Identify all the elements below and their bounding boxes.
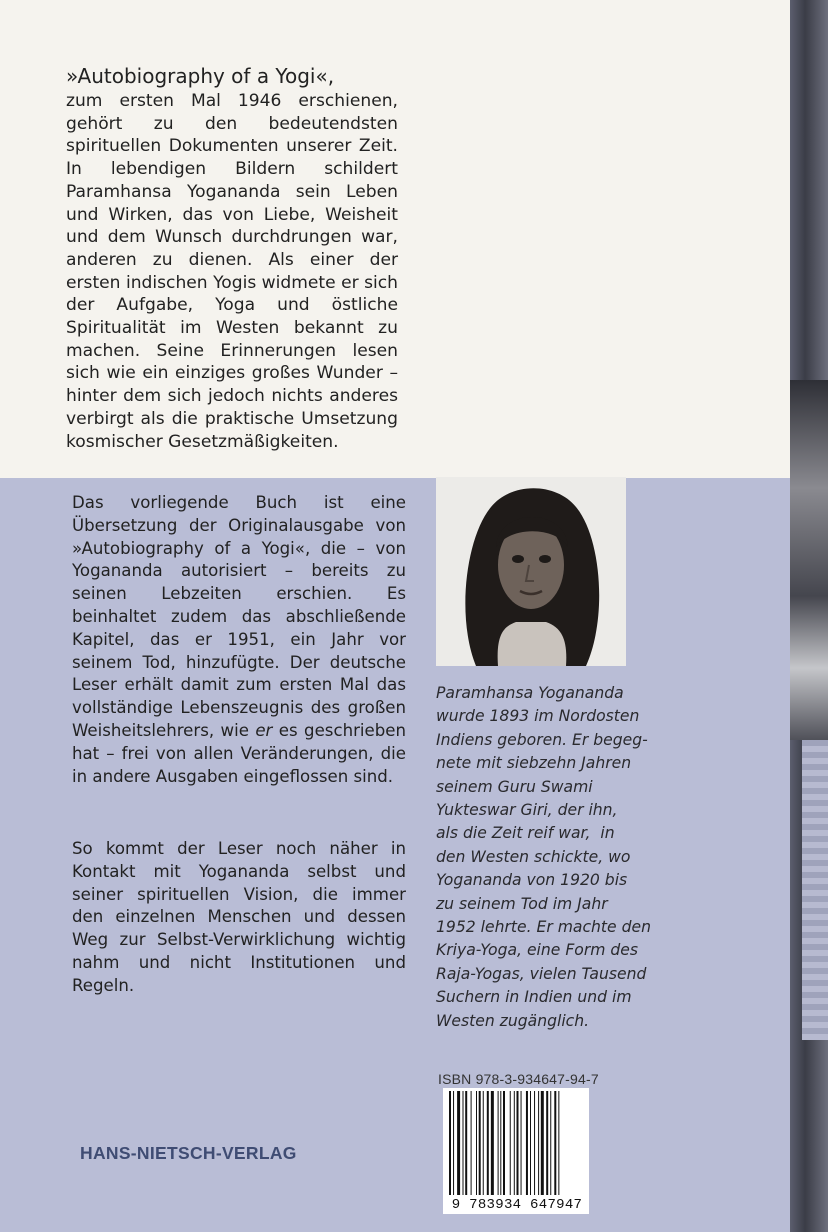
caption-line: Westen zugänglich. (436, 1011, 590, 1030)
barcode-bar (487, 1091, 489, 1195)
barcode-bar (517, 1091, 519, 1195)
caption-line: 1952 lehrte. Er machte den (436, 918, 651, 937)
barcode-bar (558, 1091, 559, 1195)
barcode-bar (534, 1091, 535, 1195)
barcode-bar (476, 1091, 477, 1195)
spine-pattern-strip (802, 740, 828, 1040)
barcode-bar (503, 1091, 505, 1195)
barcode-bar (530, 1091, 531, 1195)
caption-line: Paramhansa Yogananda (436, 684, 624, 702)
barcode-bars (447, 1091, 585, 1195)
para1-emphasis: er (255, 720, 273, 740)
barcode-bar (471, 1091, 472, 1195)
isbn-number: ISBN 978-3-934647-94-7 (438, 1071, 599, 1087)
caption-line: Raja-Yogas, vielen Tausend (436, 964, 647, 983)
caption-line: wurde 1893 im Nordosten (436, 707, 640, 726)
barcode-digits: 9 783934 647947 (446, 1197, 588, 1213)
barcode-bar (457, 1091, 460, 1195)
body-paragraph-1 (72, 492, 406, 788)
caption-line: Yukteswar Giri, der ihn, (436, 801, 618, 820)
caption-line: Suchern in Indien und im (436, 988, 632, 1007)
barcode-bar (550, 1091, 551, 1195)
caption-line: den Westen schickte, wo (436, 847, 631, 866)
barcode-bar (449, 1091, 451, 1195)
barcode (443, 1088, 589, 1214)
barcode-bar (514, 1091, 515, 1195)
portrait-caption (436, 682, 656, 1033)
portrait-illustration (436, 477, 626, 666)
barcode-bar (483, 1091, 484, 1195)
barcode-bar (541, 1091, 544, 1195)
caption-line: nete mit siebzehn Jahren (436, 754, 632, 773)
barcode-bar (510, 1091, 511, 1195)
author-portrait (436, 477, 626, 666)
body-paragraph-2: So kommt der Leser noch näher in Kontakt mit Yogananda selbst und seiner spirituellen Vision, die immer den einzelnen Menschen und dessen Weg zur Selbst-Verwirklichung wichtig nahm und nicht Institutionen und Regeln. (72, 839, 406, 995)
barcode-bar (500, 1091, 501, 1195)
caption-line: Yogananda von 1920 bis (436, 871, 628, 890)
intro-text: zum ersten Mal 1946 erschienen, gehört zu den bedeutendsten spirituellen Dokumenten unserer Zeit. In lebendigen Bildern schildert Paramhansa Yogananda sein Leben und Wirken, das von Liebe, Weisheit und dem Wunsch durchdrungen war, anderen zu dienen. Als einer der ersten indischen Yogis widmete er sich der Aufgabe, Yoga und östliche Spiritualität im Westen bekannt zu machen. Seine Erinnerungen lesen sich wie ein einziges großes Wunder – hinter dem sich jedoch nichts anderes verbirgt als die praktische Umsetzung kosmischer Gesetzmäßigkeiten. (66, 91, 398, 452)
caption-line: als die Zeit reif war, in (436, 824, 615, 843)
barcode-bar (479, 1091, 481, 1195)
barcode-bar (521, 1091, 522, 1195)
barcode-bar (465, 1091, 467, 1195)
caption-line: Indiens geboren. Er begeg- (436, 730, 648, 749)
barcode-bar (453, 1091, 454, 1195)
para1-text-b: es geschrieben hat – frei von allen Veränderungen, die in andere Ausgaben eingeflossen sind. (72, 720, 406, 786)
intro-book-title: »Autobiography of a Yogi«, (66, 64, 335, 88)
barcode-bar (491, 1091, 494, 1195)
para1-text-a: Das vorliegende Buch ist eine Übersetzung der Originalausgabe von »Autobiography of a Yogi«, die – von Yogananda autorisiert – bereits zu seinen Lebzeiten erschien. Es beinhaltet zudem das abschließende Kapitel, das er 1951, ein Jahr vor seinem Tod, hinzufügte. Der deutsche Leser erhält damit zum ersten Mal das vollständige Lebenszeugnis des großen Weisheitslehrers, wie (72, 493, 406, 740)
caption-line: zu seinem Tod im Jahr (436, 894, 608, 913)
publisher-name: HANS-NIETSCH-VERLAG (80, 1143, 297, 1163)
caption-line: Kriya-Yoga, eine Form des (436, 941, 639, 960)
spine-photo-strip (790, 380, 828, 740)
barcode-bar (526, 1091, 528, 1195)
caption-line: seinem Guru Swami (436, 777, 593, 796)
barcode-bar (554, 1091, 556, 1195)
barcode-bar (498, 1091, 499, 1195)
intro-paragraph (66, 62, 398, 453)
barcode-bar (546, 1091, 548, 1195)
barcode-bar (463, 1091, 464, 1195)
barcode-bar (538, 1091, 539, 1195)
